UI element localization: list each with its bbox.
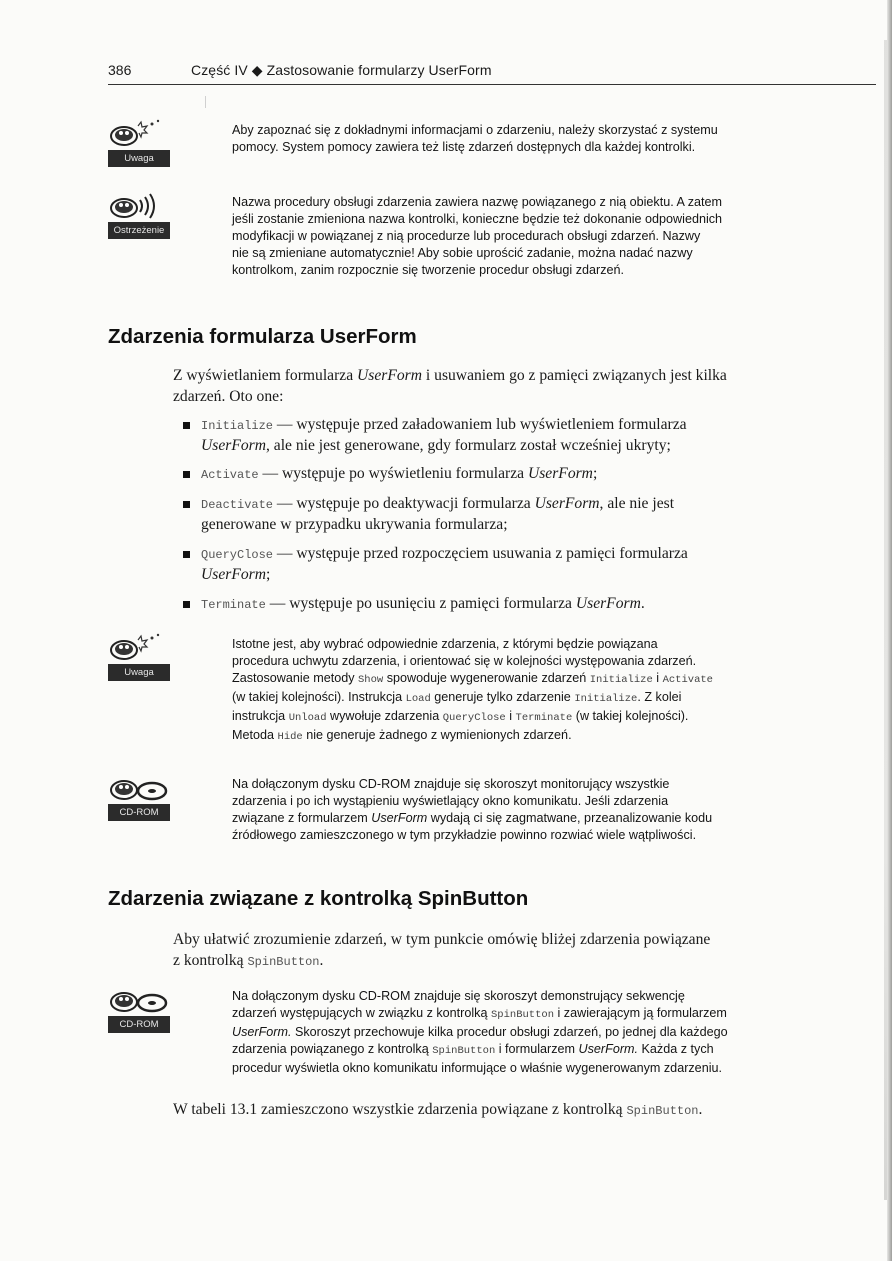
scan-mark xyxy=(205,96,206,108)
note-badge: Uwaga xyxy=(108,664,170,681)
warning-box xyxy=(108,190,878,290)
section2-intro: Aby ułatwić zrozumienie zdarzeń, w tym punkcie omówię bliżej zdarzenia powiązane z kontrolką SpinButton. xyxy=(173,931,711,969)
list-item-terminate: Terminate — występuje po usunięciu z pamięci formularza UserForm. xyxy=(201,594,871,615)
bullet-marker xyxy=(183,501,190,508)
warning-text xyxy=(232,194,878,279)
section1-intro xyxy=(173,365,863,407)
list-item-deactivate: Deactivate — występuje po deaktywacji formularza UserForm, ale nie jest generowane w przypadku ukrywania formularza; xyxy=(201,494,871,535)
warning-badge: Ostrzeżenie xyxy=(108,222,170,239)
note-box-1 xyxy=(108,118,878,172)
note-line: pomocy. System pomocy zawiera też listę zdarzeń dostępnych dla każdej kontrolki. xyxy=(232,140,696,154)
page-number: 386 xyxy=(108,62,132,78)
closing-sentence: W tabeli 13.1 zamieszczono wszystkie zdarzenia powiązane z kontrolką SpinButton. xyxy=(173,1101,703,1118)
note-badge: Uwaga xyxy=(108,150,170,167)
cd-rom-text: Na dołączonym dysku CD-ROM znajduje się skoroszyt monitorujący wszystkie zdarzenia i po ich wystąpieniu wyświetlający okno komunikatu. Jeśli zdarzenia związane z formularzem UserForm wydają ci się zagmatwane, przeanalizowanie kodu źródłowego zamieszczonego w tym przykładzie powinno rozwiać wiele wątpliwości. xyxy=(232,777,713,842)
page-edge-fold xyxy=(884,40,887,1200)
intro-line: Z wyświetlaniem formularza UserForm i usuwaniem go z pamięci związanych jest kilka xyxy=(173,367,727,384)
warning-line: kontrolkom, zanim rozpocznie się tworzenie procedur obsługi zdarzeń. xyxy=(232,263,624,277)
note-box-2 xyxy=(108,632,878,742)
bullet-marker xyxy=(183,422,190,429)
cd-rom-text: Na dołączonym dysku CD-ROM znajduje się skoroszyt demonstrujący sekwencję zdarzeń występujących w związku z kontrolką SpinButton i zawierającym ją formularzem UserForm. Skoroszyt przechowuje kilka procedur obsługi zdarzeń, po jednej dla każdego zdarzenia powiązanego z kontrolką SpinButton i formularzem UserForm. Każda z tych procedur wyświetla okno komunikatu informujące o właśnie wygenerowanym zdarzeniu. xyxy=(232,989,728,1075)
note-text: Istotne jest, aby wybrać odpowiednie zdarzenia, z którymi będzie powiązana procedura uchwytu zdarzenia, i orientować się w kolejności występowania zdarzeń. Zastosowanie metody Show spowoduje wygenerowanie zdarzeń Initialize i Activate (w takiej kolejności). Instrukcja Load generuje tylko zdarzenie Initialize. Z kolei instrukcja Unload wywołuje zdarzenia QueryClose i Terminate (w takiej kolejności). Metoda Hide nie generuje żadnego z wymienionych zdarzeń. xyxy=(232,637,713,743)
page-edge-shadow xyxy=(887,0,892,1261)
running-title: Część IV ◆ Zastosowanie formularzy UserForm xyxy=(191,62,492,78)
running-header xyxy=(108,58,876,85)
note-text xyxy=(232,122,878,156)
cd-rom-badge: CD-ROM xyxy=(108,1016,170,1033)
warning-line: jeśli zostanie zmieniona nazwa kontrolki, konieczne będzie też dokonanie odpowiednich xyxy=(232,212,723,226)
list-item-initialize: Initialize — występuje przed załadowaniem lub wyświetleniem formularza UserForm, ale nie jest generowane, gdy formularz został wcześniej ukryty; xyxy=(201,415,871,456)
list-item-activate: Activate — występuje po wyświetleniu formularza UserForm; xyxy=(201,464,871,485)
warning-line: Nazwa procedury obsługi zdarzenia zawiera nazwę powiązanego z nią obiektu. A zatem xyxy=(232,195,723,209)
intro-line: zdarzeń. Oto one: xyxy=(173,388,284,405)
warning-line: modyfikacji w powiązanej z nią procedurze lub procedurach obsługi zdarzeń. Nazwy xyxy=(232,229,701,243)
cd-rom-badge: CD-ROM xyxy=(108,804,170,821)
bullet-marker xyxy=(183,471,190,478)
cd-rom-box-2 xyxy=(108,984,878,1079)
note-line: Aby zapoznać się z dokładnymi informacjami o zdarzeniu, należy skorzystać z systemu xyxy=(232,123,718,137)
bullet-marker xyxy=(183,601,190,608)
bullet-marker xyxy=(183,551,190,558)
section-heading-spinbutton-events: Zdarzenia związane z kontrolką SpinButton xyxy=(108,887,529,910)
cd-rom-box-1 xyxy=(108,772,878,852)
list-item-queryclose: QueryClose — występuje przed rozpoczęciem usuwania z pamięci formularza UserForm; xyxy=(201,544,871,585)
section-heading-userform-events: Zdarzenia formularza UserForm xyxy=(108,325,417,348)
warning-line: nie są zmieniane automatycznie! Aby sobie uprościć zadanie, można nadać nazwy xyxy=(232,246,693,260)
